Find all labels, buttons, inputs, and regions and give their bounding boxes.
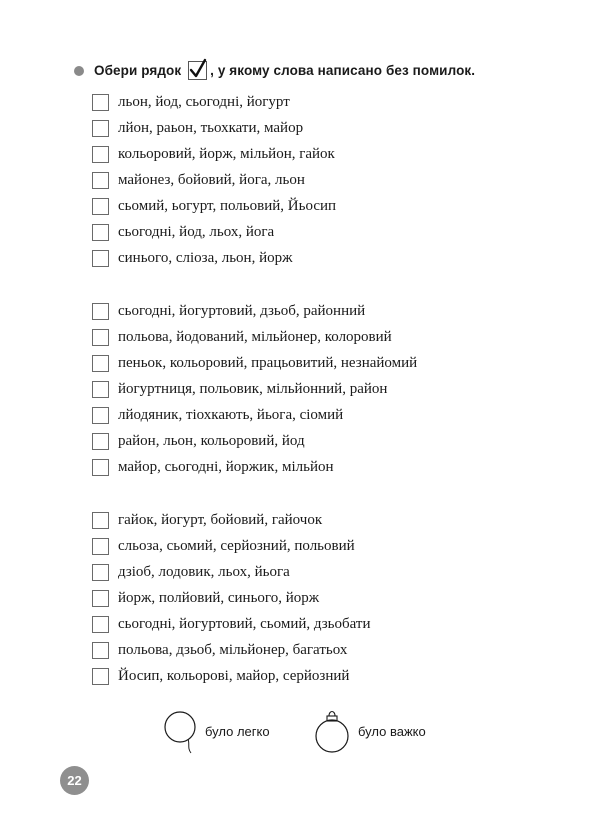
option-row[interactable] [92, 428, 417, 454]
option-text: гайок, йогурт, бойовий, гайочок [118, 511, 323, 528]
option-row[interactable] [92, 89, 336, 115]
option-text: польова, йодований, мільйонер, колоровий [118, 328, 392, 345]
weight-icon [314, 708, 352, 754]
balloon-icon [163, 708, 199, 754]
option-checkbox[interactable] [92, 94, 109, 111]
option-checkbox[interactable] [92, 538, 109, 555]
page-number: 22 [60, 766, 89, 795]
feedback-easy-label: було легко [205, 723, 270, 739]
option-row[interactable] [92, 637, 370, 663]
option-row[interactable] [92, 559, 370, 585]
option-checkbox[interactable] [92, 564, 109, 581]
option-text: район, льон, кольоровий, йод [118, 432, 305, 449]
option-checkbox[interactable] [92, 459, 109, 476]
option-text: Йосип, кольорові, майор, серйозний [118, 667, 350, 684]
option-checkbox[interactable] [92, 590, 109, 607]
task-instruction [74, 58, 475, 84]
option-row[interactable] [92, 193, 336, 219]
option-text: лйодяник, тіохкають, йьога, сіомий [118, 406, 344, 423]
option-row[interactable] [92, 585, 370, 611]
option-checkbox[interactable] [92, 642, 109, 659]
option-checkbox[interactable] [92, 355, 109, 372]
option-group-3 [92, 507, 370, 689]
option-group-1 [92, 89, 336, 271]
instruction-text [94, 62, 475, 81]
option-text: сьомий, ьогурт, польовий, Йьосип [118, 197, 337, 214]
option-checkbox[interactable] [92, 250, 109, 267]
option-checkbox[interactable] [92, 198, 109, 215]
option-text: сьогодні, йогуртовий, сьомий, дзьобати [118, 615, 371, 632]
option-checkbox[interactable] [92, 433, 109, 450]
option-row[interactable] [92, 115, 336, 141]
instruction-text-before: Обери рядок [94, 62, 182, 78]
option-checkbox[interactable] [92, 303, 109, 320]
option-row[interactable] [92, 402, 417, 428]
option-row[interactable] [92, 454, 417, 480]
option-text: йорж, полйовий, синього, йорж [118, 589, 320, 606]
option-text: майонез, бойовий, йога, льон [118, 171, 305, 188]
option-checkbox[interactable] [92, 172, 109, 189]
option-text: дзіоб, лодовик, льох, йьога [118, 563, 290, 580]
option-text: кольоровий, йорж, мільйон, гайок [118, 145, 335, 162]
option-text: льон, йод, сьогодні, йогурт [118, 93, 290, 110]
option-text: йогуртниця, польовик, мільйонний, район [118, 380, 388, 397]
option-checkbox[interactable] [92, 146, 109, 163]
option-row[interactable] [92, 350, 417, 376]
option-text: польова, дзьоб, мільйонер, багатьох [118, 641, 348, 658]
option-checkbox[interactable] [92, 407, 109, 424]
option-row[interactable] [92, 376, 417, 402]
feedback-easy[interactable] [163, 708, 270, 754]
option-text: сльоза, сьомий, серйозний, польовий [118, 537, 355, 554]
feedback-hard-label: було важко [358, 723, 426, 739]
bullet-icon [74, 66, 84, 76]
feedback-hard[interactable] [314, 708, 426, 754]
instruction-text-after: , у якому слова написано без помилок. [210, 62, 476, 78]
option-checkbox[interactable] [92, 616, 109, 633]
option-row[interactable] [92, 245, 336, 271]
option-text: сьогодні, йогуртовий, дзьоб, районний [118, 302, 366, 319]
option-row[interactable] [92, 219, 336, 245]
option-row[interactable] [92, 533, 370, 559]
option-row[interactable] [92, 507, 370, 533]
option-row[interactable] [92, 663, 370, 689]
option-text: пеньок, кольоровий, працьовитий, незнайомий [118, 354, 418, 371]
option-text: синього, сліоза, льон, йорж [118, 249, 293, 266]
option-row[interactable] [92, 141, 336, 167]
option-text: лйон, раьон, тьохкати, майор [118, 119, 304, 136]
option-text: майор, сьогодні, йоржик, мільйон [118, 458, 334, 475]
option-checkbox[interactable] [92, 668, 109, 685]
option-group-2 [92, 298, 417, 480]
option-checkbox[interactable] [92, 120, 109, 137]
checkmark-icon [188, 61, 207, 80]
option-checkbox[interactable] [92, 224, 109, 241]
option-checkbox[interactable] [92, 512, 109, 529]
option-row[interactable] [92, 167, 336, 193]
option-checkbox[interactable] [92, 381, 109, 398]
option-checkbox[interactable] [92, 329, 109, 346]
option-row[interactable] [92, 298, 417, 324]
option-text: сьогодні, йод, льох, йога [118, 223, 275, 240]
option-row[interactable] [92, 324, 417, 350]
option-row[interactable] [92, 611, 370, 637]
